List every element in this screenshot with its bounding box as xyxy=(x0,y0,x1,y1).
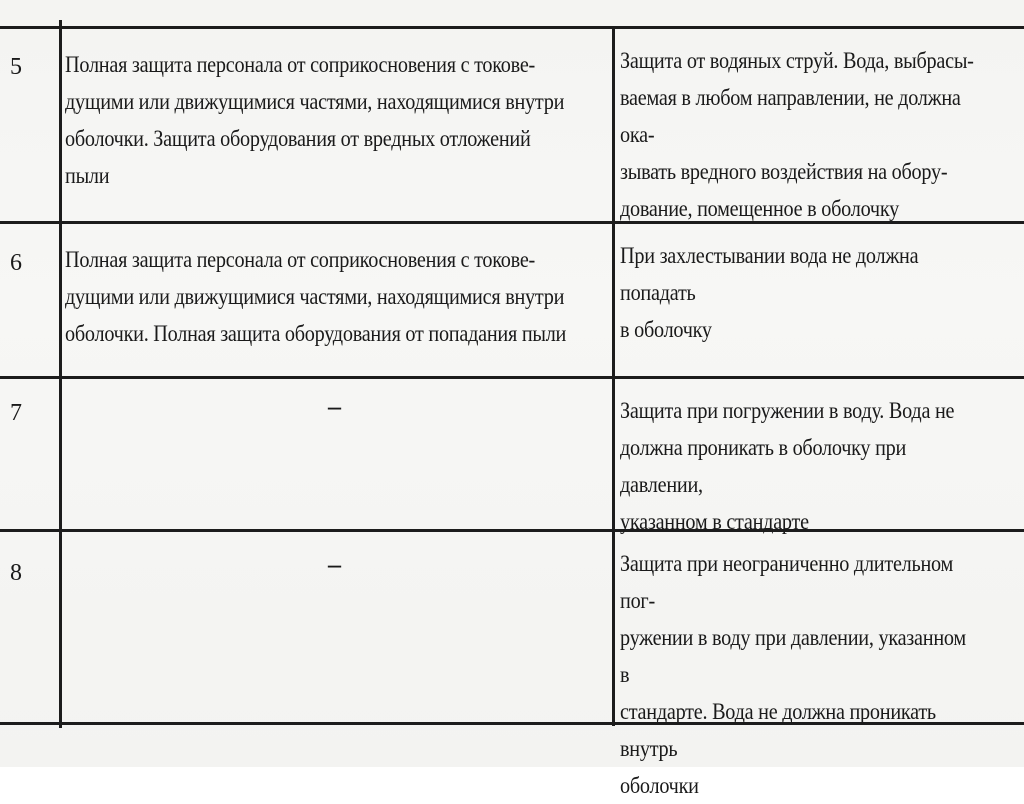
row-divider xyxy=(0,376,1024,379)
personnel-protection-text: Полная защита персонала от соприкосновения с токове- дущими или движущимися частями, находящимися внутри оболочки. Полная защита оборудования от попадания пыли xyxy=(65,247,567,346)
row-number: 5 xyxy=(10,54,22,80)
empty-cell-dash: – xyxy=(328,392,341,421)
row-number: 7 xyxy=(10,400,22,426)
column-divider-water xyxy=(612,26,615,726)
row-number: 8 xyxy=(10,560,22,586)
empty-cell-dash: – xyxy=(328,550,341,579)
water-protection-text: Защита от водяных струй. Вода, выбрасы- ваемая в любом направлении, не должна ока- зывать вредного воздействия на обору- дование, помещенное в оболочку xyxy=(620,48,974,221)
table-top-border xyxy=(0,26,1024,29)
water-protection-text: При захлестывании вода не должна попадать в оболочку xyxy=(620,243,919,342)
personnel-protection-text: Полная защита персонала от соприкосновения с токове- дущими или движущимися частями, находящимися внутри оболочки. Защита оборудования от вредных отложений пыли xyxy=(65,52,565,188)
water-protection-text: Защита при неограниченно длительном пог- ружении в воду при давлении, указанном в стандарте. Вода не должна проникать внутрь оболочки xyxy=(620,551,966,798)
column-divider-number xyxy=(59,20,62,728)
row-number: 6 xyxy=(10,250,22,276)
water-protection-text: Защита при погружении в воду. Вода не должна проникать в оболочку при давлении, указанном в стандарте xyxy=(620,398,955,534)
